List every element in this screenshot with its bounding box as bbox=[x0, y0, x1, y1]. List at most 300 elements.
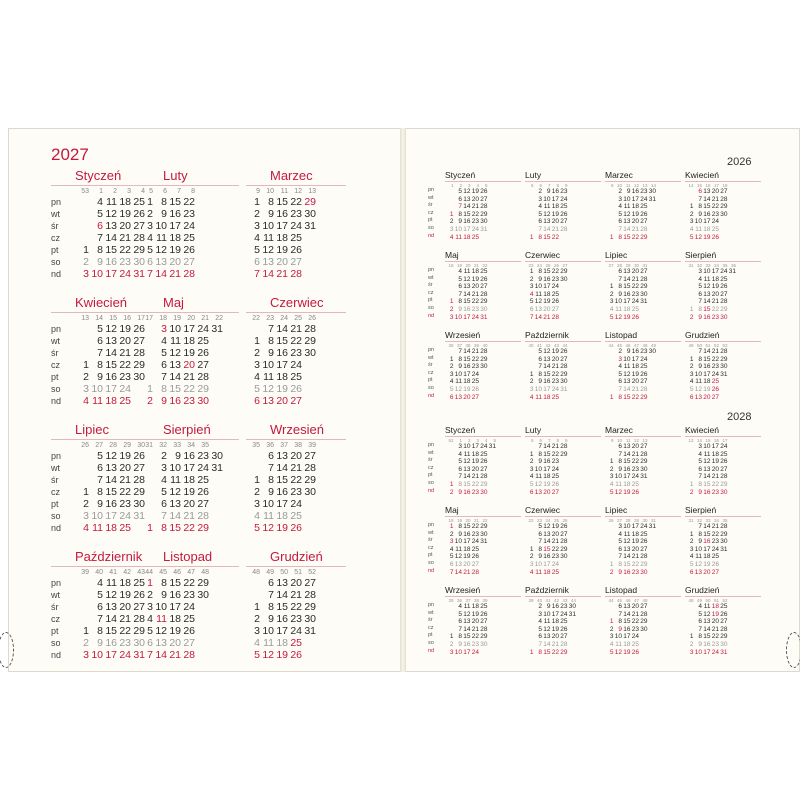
month-rule bbox=[139, 185, 239, 186]
day-cell: 31 bbox=[720, 648, 728, 656]
day-cell: 10 bbox=[91, 268, 103, 280]
day-cell bbox=[639, 306, 648, 314]
day-cell: 8 bbox=[268, 335, 274, 347]
day-cell: 20 bbox=[711, 618, 719, 626]
day-cell: 4 bbox=[254, 232, 260, 244]
day-row bbox=[685, 218, 761, 226]
week-number: 50 bbox=[696, 343, 702, 348]
day-cell: 1 bbox=[529, 268, 534, 275]
day-cell: 23 bbox=[290, 347, 302, 359]
day-cell bbox=[719, 394, 728, 402]
day-cell: 28 bbox=[197, 371, 209, 383]
day-cell: 24 bbox=[631, 473, 639, 481]
month-rule bbox=[685, 341, 761, 342]
day-cell: 22 bbox=[471, 523, 479, 530]
day-row bbox=[139, 208, 239, 220]
day-cell: 25 bbox=[471, 378, 479, 386]
week-number: 40 bbox=[536, 598, 542, 603]
day-cell: 11 bbox=[455, 378, 462, 386]
day-cell: 3 bbox=[83, 649, 89, 661]
day-cell: 20 bbox=[631, 218, 639, 226]
month-rule bbox=[246, 439, 346, 440]
day-cell: 24 bbox=[119, 510, 131, 522]
day-row bbox=[605, 203, 681, 211]
day-cell: 23 bbox=[119, 256, 131, 268]
month-block bbox=[139, 549, 239, 661]
day-cell: 18 bbox=[183, 474, 195, 486]
day-row bbox=[51, 450, 151, 462]
day-cell: 22 bbox=[471, 298, 479, 306]
week-number: 25 bbox=[294, 315, 302, 322]
day-cell bbox=[605, 546, 614, 554]
day-cell: 26 bbox=[711, 385, 719, 393]
month-name: Wrzesień bbox=[445, 330, 481, 340]
day-cell bbox=[685, 268, 694, 276]
week-number: 18 bbox=[159, 315, 167, 322]
day-cell: 20 bbox=[119, 462, 131, 474]
day-row bbox=[445, 569, 521, 577]
week-number: 15 bbox=[109, 315, 117, 322]
day-cell: 30 bbox=[480, 488, 488, 496]
day-cell: 27 bbox=[711, 393, 719, 401]
day-cell bbox=[605, 538, 614, 546]
day-row bbox=[685, 363, 761, 371]
day-cell: 16 bbox=[703, 313, 711, 321]
day-cell: 22 bbox=[711, 480, 719, 488]
day-cell: 1 bbox=[609, 233, 614, 241]
day-cell: 27 bbox=[480, 283, 488, 291]
day-cell: 11 bbox=[623, 530, 631, 538]
day-cell: 14 bbox=[262, 268, 274, 280]
day-cell: 14 bbox=[155, 649, 167, 661]
day-cell: 27 bbox=[471, 560, 479, 568]
day-cell: 7 bbox=[449, 568, 454, 576]
day-cell: 20 bbox=[290, 450, 302, 462]
day-cell: 19 bbox=[119, 208, 131, 220]
day-cell: 4 bbox=[618, 363, 622, 371]
day-row bbox=[445, 226, 521, 234]
month-block bbox=[51, 295, 151, 407]
day-cell bbox=[605, 451, 614, 459]
month-rule bbox=[139, 439, 239, 440]
month-rule bbox=[685, 436, 761, 437]
day-cell: 25 bbox=[711, 225, 719, 233]
day-cell: 29 bbox=[197, 577, 209, 589]
day-cell: 23 bbox=[183, 208, 195, 220]
day-cell: 29 bbox=[640, 458, 648, 466]
day-cell: 29 bbox=[560, 450, 568, 458]
day-cell: 16 bbox=[105, 498, 117, 510]
day-cell: 16 bbox=[551, 603, 559, 610]
day-cell: 7 bbox=[618, 385, 622, 393]
day-cell: 20 bbox=[631, 378, 639, 386]
day-cell bbox=[479, 378, 488, 386]
week-numbers-row bbox=[246, 569, 346, 577]
day-cell: 5 bbox=[538, 523, 542, 530]
day-cell: 16 bbox=[463, 363, 471, 371]
day-cell: 21 bbox=[543, 313, 551, 321]
day-cell: 9 bbox=[268, 347, 274, 359]
day-cell: 22 bbox=[631, 393, 639, 401]
day-cell bbox=[605, 211, 614, 219]
month-name: Styczeń bbox=[445, 425, 476, 435]
day-cell bbox=[719, 386, 728, 394]
day-cell: 14 bbox=[543, 443, 551, 450]
day-cell: 11 bbox=[170, 474, 181, 486]
day-cell bbox=[75, 323, 89, 335]
day-cell: 5 bbox=[689, 233, 694, 241]
day-cell: 29 bbox=[640, 283, 648, 291]
week-number: 26 bbox=[308, 315, 316, 322]
month-block bbox=[525, 170, 601, 241]
day-cell bbox=[209, 474, 223, 486]
day-cell: 22 bbox=[631, 233, 639, 241]
week-numbers-row bbox=[139, 315, 239, 323]
day-cell: 31 bbox=[648, 523, 656, 530]
day-cell: 8 bbox=[458, 210, 462, 218]
week-number: 40 bbox=[528, 343, 534, 348]
day-cell: 28 bbox=[720, 473, 728, 481]
day-cell: 19 bbox=[631, 370, 639, 378]
day-cell: 24 bbox=[711, 545, 719, 553]
day-cell: 11 bbox=[695, 225, 702, 233]
day-cell: 7 bbox=[698, 195, 702, 203]
day-cell: 16 bbox=[105, 256, 117, 268]
day-cell: 16 bbox=[463, 488, 471, 496]
day-cell: 3 bbox=[529, 465, 534, 473]
day-cell: 7 bbox=[698, 625, 702, 633]
day-cell bbox=[605, 218, 614, 226]
day-cell: 4 bbox=[689, 225, 694, 233]
day-row bbox=[605, 626, 681, 634]
day-cell: 10 bbox=[91, 649, 103, 661]
day-cell: 5 bbox=[97, 208, 103, 220]
day-cell: 9 bbox=[618, 568, 622, 576]
day-cell: 8 bbox=[618, 233, 622, 241]
day-cell: 5 bbox=[689, 560, 694, 568]
day-cell: 29 bbox=[304, 196, 316, 208]
day-cell: 12 bbox=[543, 625, 551, 633]
day-row bbox=[445, 386, 521, 394]
day-cell: 21 bbox=[169, 649, 181, 661]
week-number: 46 bbox=[625, 598, 631, 603]
day-cell: 11 bbox=[92, 395, 103, 407]
day-cell: 8 bbox=[698, 633, 702, 641]
day-cell: 16 bbox=[551, 188, 559, 195]
day-cell: 8 bbox=[538, 233, 542, 241]
day-cell: 23 bbox=[471, 530, 479, 538]
day-cell: 27 bbox=[560, 218, 568, 226]
day-cell: 13 bbox=[454, 393, 462, 401]
weekday-label-small: wt bbox=[428, 529, 434, 536]
weekday-label-small: so bbox=[428, 640, 434, 646]
day-row bbox=[445, 234, 521, 242]
day-cell: 12 bbox=[463, 610, 471, 618]
day-cell: 24 bbox=[119, 383, 131, 395]
day-cell: 10 bbox=[534, 385, 542, 393]
day-cell: 14 bbox=[543, 640, 551, 648]
day-row bbox=[246, 323, 346, 335]
week-numbers-row bbox=[246, 442, 346, 450]
weekday-label-small: śr bbox=[428, 202, 433, 209]
day-row bbox=[685, 458, 761, 466]
week-number: 17 bbox=[145, 315, 153, 322]
day-row bbox=[605, 641, 681, 649]
book-spine bbox=[400, 128, 406, 672]
day-cell: 16 bbox=[276, 208, 288, 220]
day-cell: 1 bbox=[689, 203, 694, 211]
day-cell: 16 bbox=[623, 465, 631, 473]
week-number: 42 bbox=[553, 598, 559, 603]
day-cell: 16 bbox=[543, 458, 551, 466]
label-spacer bbox=[51, 442, 75, 450]
day-cell: 26 bbox=[480, 458, 488, 466]
day-cell: 24 bbox=[471, 313, 479, 321]
day-cell: 29 bbox=[720, 355, 728, 363]
day-cell: 28 bbox=[471, 568, 479, 576]
week-number: 9 bbox=[256, 188, 260, 195]
day-cell: 26 bbox=[290, 522, 302, 534]
day-cell: 26 bbox=[133, 208, 145, 220]
day-cell: 16 bbox=[703, 363, 711, 371]
week-number: 35 bbox=[722, 518, 728, 523]
day-row bbox=[525, 481, 601, 489]
week-number: 26 bbox=[608, 518, 614, 523]
day-cell bbox=[139, 335, 153, 347]
day-cell: 5 bbox=[538, 210, 542, 218]
day-cell: 17 bbox=[543, 465, 551, 473]
day-cell: 22 bbox=[551, 233, 559, 241]
day-cell: 24 bbox=[471, 225, 479, 233]
weekday-label-small: pn bbox=[428, 267, 435, 273]
month-rule bbox=[445, 436, 521, 437]
day-cell: 27 bbox=[560, 530, 568, 538]
day-cell bbox=[639, 489, 648, 497]
day-cell: 15 bbox=[463, 523, 471, 530]
day-cell: 31 bbox=[211, 462, 223, 474]
day-cell bbox=[139, 510, 153, 522]
month-name: Październik bbox=[525, 585, 569, 595]
day-cell bbox=[685, 618, 694, 626]
month-rule bbox=[525, 516, 601, 517]
day-cell: 14 bbox=[105, 474, 117, 486]
day-cell: 22 bbox=[711, 633, 719, 641]
day-cell bbox=[445, 473, 454, 481]
day-row bbox=[445, 626, 521, 634]
day-cell bbox=[445, 348, 454, 356]
day-cell: 14 bbox=[703, 298, 711, 306]
week-number: 45 bbox=[616, 598, 622, 603]
day-cell bbox=[75, 208, 89, 220]
day-cell bbox=[728, 291, 737, 299]
day-cell: 23 bbox=[711, 538, 719, 546]
day-cell: 26 bbox=[197, 486, 209, 498]
day-cell: 15 bbox=[703, 203, 711, 211]
week-number: 4 bbox=[141, 188, 145, 195]
day-cell: 30 bbox=[133, 371, 145, 383]
day-cell: 22 bbox=[711, 203, 719, 211]
week-number: 2 bbox=[459, 183, 462, 188]
day-row bbox=[445, 394, 521, 402]
day-cell: 4 bbox=[698, 275, 702, 283]
day-row bbox=[51, 220, 151, 232]
day-cell: 13 bbox=[694, 393, 702, 401]
day-cell bbox=[685, 523, 694, 531]
day-cell: 6 bbox=[618, 378, 622, 386]
week-number: 38 bbox=[473, 598, 479, 603]
day-cell bbox=[445, 276, 454, 284]
day-cell bbox=[719, 378, 728, 386]
day-cell: 3 bbox=[147, 601, 153, 613]
day-cell: 21 bbox=[711, 195, 719, 203]
day-cell bbox=[605, 553, 614, 561]
day-cell: 14 bbox=[105, 613, 117, 625]
day-cell: 24 bbox=[290, 498, 302, 510]
day-cell: 15 bbox=[463, 633, 471, 641]
day-cell: 23 bbox=[183, 395, 195, 407]
day-cell: 31 bbox=[720, 370, 728, 378]
day-cell: 20 bbox=[183, 359, 195, 371]
day-cell: 30 bbox=[304, 486, 316, 498]
day-cell bbox=[302, 371, 316, 383]
day-row bbox=[525, 489, 601, 497]
day-cell: 6 bbox=[161, 498, 167, 510]
day-cell: 1 bbox=[529, 545, 534, 553]
weekday-label-small: so bbox=[428, 560, 434, 566]
day-cell: 11 bbox=[263, 232, 274, 244]
month-rule bbox=[685, 261, 761, 262]
day-cell: 1 bbox=[529, 450, 534, 458]
weekday-label: śr bbox=[51, 221, 59, 231]
day-row bbox=[605, 458, 681, 466]
day-cell: 12 bbox=[543, 348, 551, 355]
day-cell: 19 bbox=[631, 210, 639, 218]
day-cell: 24 bbox=[551, 385, 559, 393]
day-cell: 20 bbox=[631, 268, 639, 275]
day-cell: 28 bbox=[720, 523, 728, 530]
day-cell: 14 bbox=[463, 473, 471, 481]
week-number: 43 bbox=[562, 598, 568, 603]
year-title-2028: 2028 bbox=[727, 411, 752, 423]
day-cell: 13 bbox=[262, 256, 274, 268]
day-cell: 3 bbox=[529, 385, 534, 393]
week-number: 33 bbox=[705, 263, 711, 268]
day-cell: 16 bbox=[703, 538, 711, 546]
day-cell: 14 bbox=[703, 348, 711, 355]
week-numbers-row bbox=[51, 315, 151, 323]
day-row bbox=[685, 611, 761, 619]
weekday-label-small: nd bbox=[428, 232, 435, 239]
day-cell bbox=[605, 443, 614, 451]
day-cell: 21 bbox=[290, 323, 302, 335]
month-block bbox=[605, 250, 681, 321]
day-row bbox=[246, 625, 346, 637]
day-cell: 22 bbox=[290, 196, 302, 208]
weekday-label-small: so bbox=[428, 385, 434, 391]
day-cell: 28 bbox=[560, 225, 568, 233]
weekday-label-small: wt bbox=[428, 194, 434, 201]
day-cell: 26 bbox=[560, 210, 568, 218]
week-number: 3 bbox=[467, 183, 471, 188]
day-cell bbox=[302, 510, 316, 522]
week-number: 16 bbox=[123, 315, 131, 322]
day-row bbox=[685, 268, 761, 276]
day-cell: 7 bbox=[161, 371, 167, 383]
day-cell: 30 bbox=[720, 313, 728, 321]
day-cell: 28 bbox=[640, 225, 648, 233]
day-row bbox=[445, 188, 521, 196]
week-number: 22 bbox=[482, 518, 488, 523]
day-row bbox=[605, 386, 681, 394]
day-cell: 26 bbox=[551, 298, 559, 306]
day-cell: 26 bbox=[720, 610, 728, 618]
day-cell: 7 bbox=[529, 313, 534, 321]
day-cell: 9 bbox=[268, 486, 274, 498]
day-row bbox=[685, 291, 761, 299]
day-cell bbox=[75, 335, 89, 347]
day-cell: 4 bbox=[609, 480, 614, 488]
day-cell: 21 bbox=[119, 613, 131, 625]
day-cell: 12 bbox=[623, 538, 631, 546]
week-number: 30 bbox=[137, 442, 145, 449]
day-cell: 21 bbox=[119, 232, 131, 244]
day-cell bbox=[302, 244, 316, 256]
day-row bbox=[445, 443, 521, 451]
weekday-label: nd bbox=[51, 523, 62, 533]
day-cell: 11 bbox=[156, 613, 167, 625]
day-cell: 9 bbox=[698, 640, 702, 648]
day-row bbox=[445, 203, 521, 211]
day-cell: 26 bbox=[480, 275, 488, 283]
day-cell: 5 bbox=[97, 450, 103, 462]
weekday-label-small: nd bbox=[428, 487, 435, 494]
week-number: 31 bbox=[650, 518, 656, 523]
day-cell: 9 bbox=[698, 538, 702, 546]
week-numbers-row bbox=[139, 442, 239, 450]
day-cell: 23 bbox=[551, 378, 559, 386]
day-cell: 7 bbox=[458, 348, 462, 355]
week-number: 28 bbox=[616, 263, 622, 268]
day-cell: 25 bbox=[183, 232, 195, 244]
day-row bbox=[525, 626, 601, 634]
day-row bbox=[525, 298, 601, 306]
day-cell: 2 bbox=[609, 568, 614, 576]
day-cell: 1 bbox=[529, 648, 534, 656]
week-number: 18 bbox=[722, 183, 728, 188]
day-cell: 28 bbox=[480, 473, 488, 481]
day-cell bbox=[605, 196, 614, 204]
day-cell: 6 bbox=[618, 603, 622, 610]
day-cell: 3 bbox=[254, 359, 260, 371]
day-cell: 15 bbox=[105, 486, 117, 498]
day-cell bbox=[525, 363, 534, 371]
month-rule bbox=[605, 261, 681, 262]
day-cell: 28 bbox=[133, 347, 145, 359]
week-number: 19 bbox=[173, 315, 181, 322]
day-cell: 25 bbox=[197, 474, 209, 486]
day-cell: 4 bbox=[449, 233, 454, 241]
day-cell: 3 bbox=[698, 443, 702, 450]
day-row bbox=[51, 371, 151, 383]
day-cell: 22 bbox=[711, 305, 719, 313]
day-cell: 20 bbox=[543, 305, 551, 313]
day-cell: 27 bbox=[133, 601, 145, 613]
month-block bbox=[685, 425, 761, 496]
day-cell: 23 bbox=[711, 363, 719, 371]
day-cell bbox=[246, 577, 260, 589]
week-number: 5 bbox=[484, 183, 488, 188]
month-name: Kwiecień bbox=[685, 425, 720, 435]
